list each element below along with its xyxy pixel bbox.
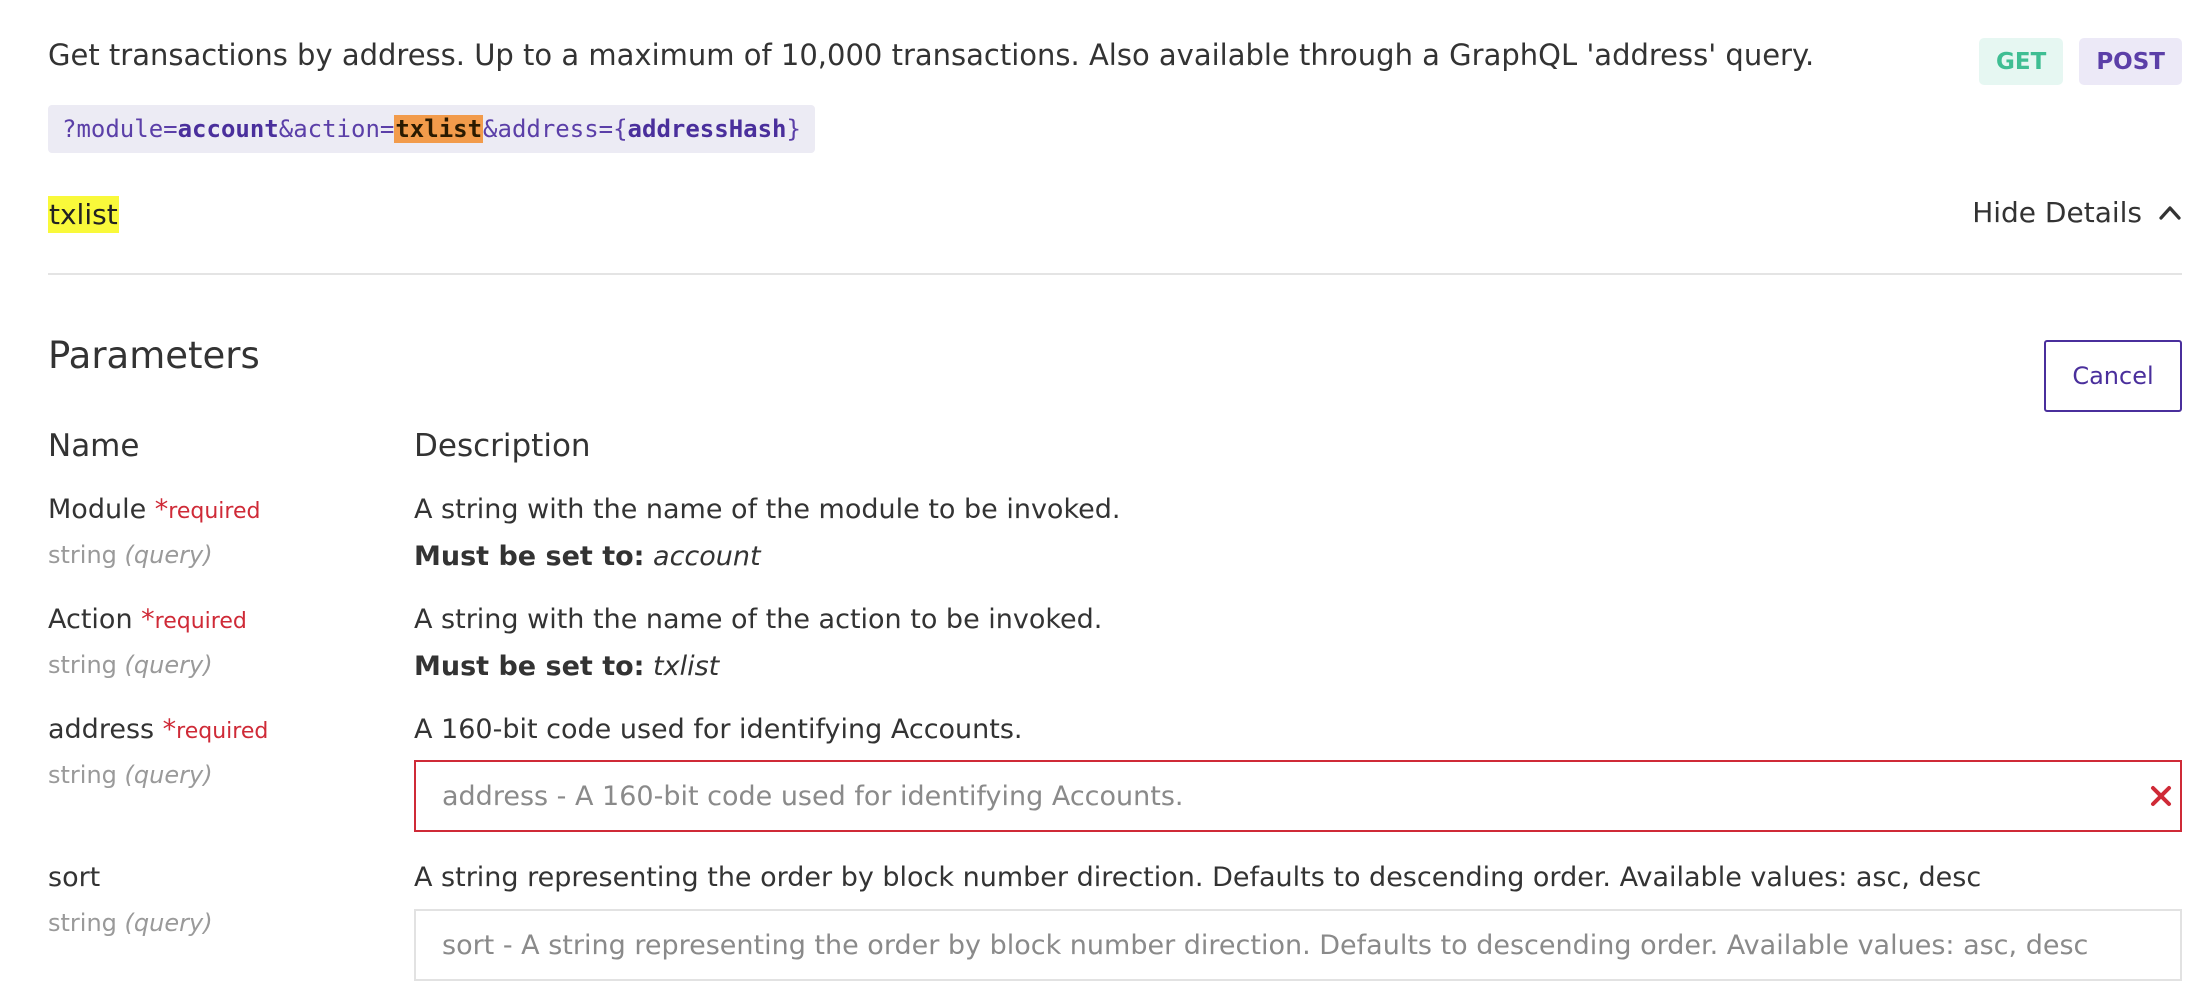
param-label: Action xyxy=(48,604,133,635)
param-label: Module xyxy=(48,494,147,525)
query-action-key: &action= xyxy=(278,115,395,143)
required-asterisk: * xyxy=(141,604,155,635)
location-label: (query) xyxy=(124,909,213,937)
required-asterisk: * xyxy=(162,714,177,745)
post-method-badge[interactable]: POST xyxy=(2079,38,2182,85)
query-string xyxy=(48,105,815,153)
endpoint-description: Get transactions by address. Up to a maximum of 10,000 transactions. Also available through a GraphQL 'address' query. xyxy=(48,38,1815,72)
required-label: required xyxy=(176,719,269,744)
required-label: required xyxy=(154,609,247,634)
must-be-label: Must be set to: xyxy=(414,651,645,682)
cancel-button[interactable]: Cancel xyxy=(2044,340,2182,412)
hide-details-label: Hide Details xyxy=(1972,196,2142,229)
chevron-up-icon xyxy=(2158,201,2182,225)
param-type-action xyxy=(48,651,213,679)
param-name-action xyxy=(48,604,247,635)
param-description-sort: A string representing the order by block number direction. Defaults to descending order. Available values: asc, desc xyxy=(414,862,1982,893)
param-name-module xyxy=(48,494,260,525)
query-suffix: } xyxy=(786,115,801,143)
get-method-badge[interactable]: GET xyxy=(1979,38,2063,85)
sort-input[interactable] xyxy=(416,911,2180,979)
param-description-action: A string with the name of the action to be invoked. xyxy=(414,604,1103,635)
param-name-sort xyxy=(48,862,100,893)
address-input[interactable] xyxy=(416,762,2180,830)
query-prefix: ?module= xyxy=(62,115,178,143)
location-label: (query) xyxy=(124,651,213,679)
location-label: (query) xyxy=(124,761,213,789)
type-label: string xyxy=(48,541,117,569)
action-name-highlight: txlist xyxy=(49,198,118,231)
type-label: string xyxy=(48,909,117,937)
hide-details-toggle[interactable] xyxy=(1972,196,2182,229)
api-endpoint-panel xyxy=(48,0,2182,1008)
type-label: string xyxy=(48,761,117,789)
query-module-value: account xyxy=(177,115,279,143)
param-description-address: A 160-bit code used for identifying Accounts. xyxy=(414,714,1023,745)
query-address-key: &address={ xyxy=(483,115,628,143)
param-label: address xyxy=(48,714,155,745)
description-column-header: Description xyxy=(414,428,591,464)
param-type-module xyxy=(48,541,213,569)
must-be-value: account xyxy=(653,541,761,572)
param-must-be-action xyxy=(414,651,719,682)
required-label: required xyxy=(168,499,261,524)
required-asterisk: * xyxy=(154,494,169,525)
name-column-header: Name xyxy=(48,428,140,464)
parameters-title: Parameters xyxy=(48,334,260,377)
type-label: string xyxy=(48,651,117,679)
location-label: (query) xyxy=(124,541,213,569)
query-action-value: txlist xyxy=(395,115,483,143)
param-name-address xyxy=(48,714,268,745)
section-divider xyxy=(48,273,2182,275)
method-badges xyxy=(1979,38,2182,85)
param-type-sort xyxy=(48,909,213,937)
must-be-label: Must be set to: xyxy=(414,541,645,572)
must-be-value: txlist xyxy=(653,651,720,682)
param-must-be-module xyxy=(414,541,761,572)
param-type-address xyxy=(48,761,213,789)
sort-field-container xyxy=(414,909,2182,981)
close-icon[interactable] xyxy=(2148,783,2174,809)
address-field-container xyxy=(414,760,2182,832)
param-description-module: A string with the name of the module to be invoked. xyxy=(414,494,1121,525)
param-label: sort xyxy=(48,862,101,893)
query-address-value: addressHash xyxy=(627,115,787,143)
